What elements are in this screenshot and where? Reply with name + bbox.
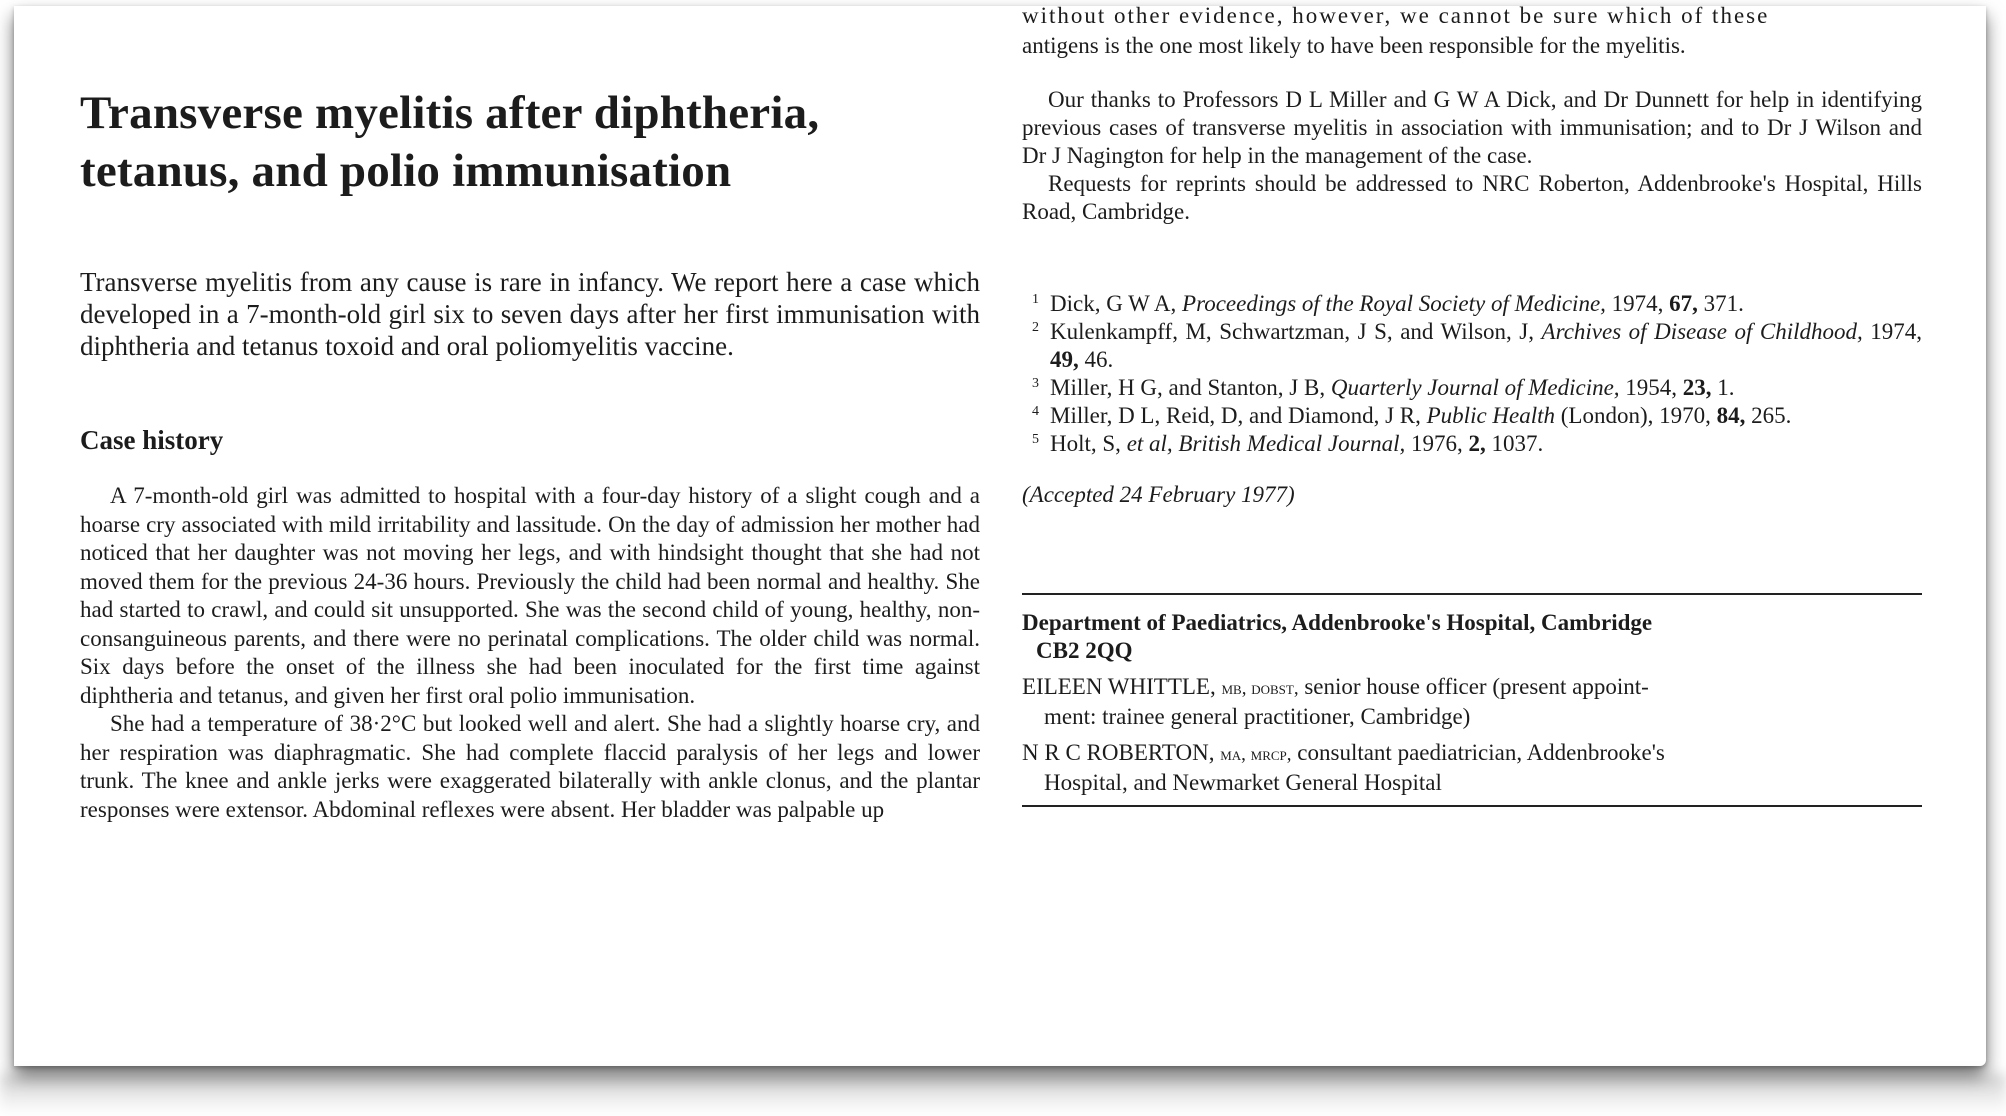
cropped-text-line: without other evidence, however, we cannot be sure which of these — [1022, 3, 1770, 28]
left-column — [80, 84, 980, 824]
divider — [1022, 805, 1922, 807]
abstract: Transverse myelitis from any cause is rare in infancy. We report here a case which developed in a 7-month-old girl six to seven days after her first immunisation with diphtheria and tetanus toxoid and oral poliomyelitis vaccine. — [80, 267, 980, 361]
article-title: Transverse myelitis after diphtheria, tetanus, and polio immunisation — [80, 87, 820, 197]
divider — [1022, 593, 1922, 595]
reference-item: 3 Miller, H G, and Stanton, J B, Quarterly Journal of Medicine, 1954, 23, 1. — [1032, 375, 1735, 400]
author-entry: EILEEN WHITTLE, mb, dobst, senior house officer (present appoint- ment: trainee general practitioner, Cambridge) — [1022, 674, 1649, 729]
reprint-request: Requests for reprints should be addressed to NRC Roberton, Addenbrooke's Hospital, Hills Road, Cambridge. — [1022, 171, 1922, 224]
reference-list — [1022, 290, 1922, 458]
reference-item: 1 Dick, G W A, Proceedings of the Royal Society of Medicine, 1974, 67, 371. — [1032, 291, 1744, 316]
acknowledgement: Our thanks to Professors D L Miller and G W A Dick, and Dr Dunnett for help in identifying previous cases of transverse myelitis in association with immunisation; and to Dr J Wilson and Dr J Nagington for help in the management of the case. — [1022, 87, 1922, 168]
reference-item: 5 Holt, S, et al, British Medical Journal, 1976, 2, 1037. — [1032, 431, 1544, 456]
department-affiliation: Department of Paediatrics, Addenbrooke's Hospital, Cambridge CB2 2QQ — [1022, 610, 1653, 663]
reference-item: 2 Kulenkampff, M, Schwartzman, J S, and Wilson, J, Archives of Disease of Childhood, 1974, 49, 46. — [1032, 319, 1923, 372]
section-heading-case-history: Case history — [80, 425, 224, 455]
case-history-paragraph: A 7-month-old girl was admitted to hospital with a four-day history of a slight cough and a hoarse cry associated with mild irritability and lassitude. On the day of admission her mother had noticed that her daughter was not moving her legs, and with hindsight thought that she had not moved them for the previous 24-36 hours. Previously the child had been normal and healthy. She had started to crawl, and could sit unsupported. She was the second child of young, healthy, non-consanguineous parents, and there were no perinatal complications. The older child was normal. Six days before the onset of the illness she had been inoculated for the first time against diphtheria and tetanus, and given her first oral polio immunisation. — [80, 483, 980, 708]
accepted-date: (Accepted 24 February 1977) — [1022, 482, 1295, 507]
right-column — [1022, 3, 1923, 807]
case-history-paragraph: She had a temperature of 38·2°C but looked well and alert. She had a slightly hoarse cry, and her respiration was diaphragmatic. She had complete flaccid paralysis of her legs and lower trunk. The knee and ankle jerks were exaggerated bilaterally with ankle clonus, and the plantar responses were extensor. Abdominal reflexes were absent. Her bladder was palpable up — [80, 711, 980, 822]
paper-page — [14, 3, 1986, 1066]
author-entry: N R C ROBERTON, ma, mrcp, consultant paediatrician, Addenbrooke's Hospital, and Newmarket General Hospital — [1022, 740, 1665, 795]
reference-item: 4 Miller, D L, Reid, D, and Diamond, J R, Public Health (London), 1970, 84, 265. — [1032, 403, 1792, 428]
discussion-continuation: antigens is the one most likely to have been responsible for the myelitis. — [1022, 33, 1686, 58]
